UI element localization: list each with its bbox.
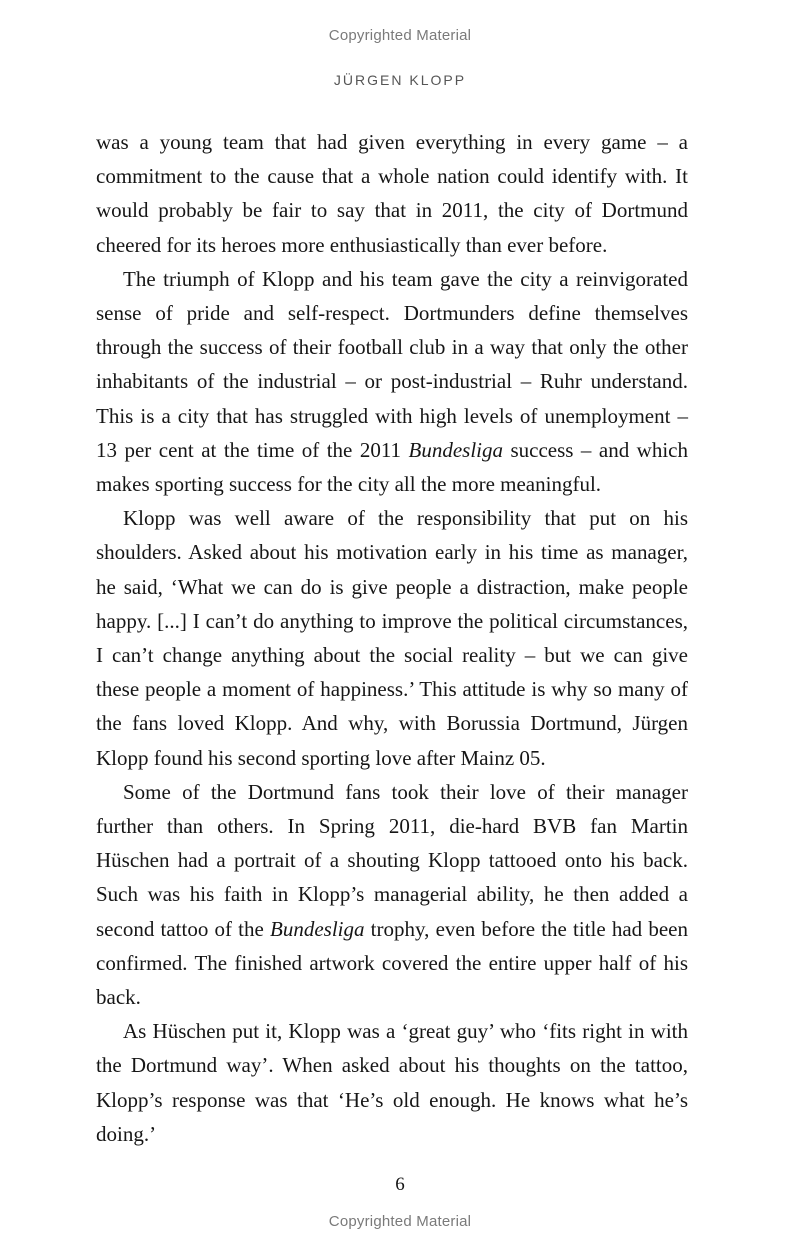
italic-term: Bundesliga [270, 916, 365, 941]
page-number: 6 [395, 1174, 405, 1195]
running-head: JÜRGEN KLOPP [333, 72, 467, 88]
watermark-bottom: Copyrighted Material [328, 1213, 472, 1230]
paragraph [96, 262, 688, 501]
paragraph [96, 1014, 688, 1151]
paragraph-text: Some of the Dortmund fans took their love of their manager further than others. In Spring 2011, die-hard BVB fan Martin Hüschen had a portrait of a shouting Klopp tattooed onto his back. Such was his faith in Klopp’s managerial ability, he then added a second tattoo of the [96, 779, 688, 941]
paragraph [96, 125, 688, 262]
italic-term: Bundesliga [408, 437, 504, 462]
paragraph-text: As Hüschen put it, Klopp was a ‘great guy’ who ‘fits right in with the Dortmund way’. When asked about his thoughts on the tattoo, Klopp’s response was that ‘He’s old enough. He knows what he’s doing.’ [96, 1019, 688, 1146]
paragraph-text: was a young team that had given everything in every game – a commitment to the cause that a whole nation could identify with. It would probably be fair to say that in 2011, the city of Dortmund cheered for its heroes more enthusiastically than ever before. [96, 130, 688, 257]
watermark-top: Copyrighted Material [328, 27, 472, 44]
paragraph-text: Klopp was well aware of the responsibility that put on his shoulders. Asked about his motivation early in his time as manager, he said, ‘What we can do is give people a distraction, make people happy. [...] I can’t do anything to improve the political circumstances, I can’t change anything about the social reality – but we can give these people a moment of happiness.’ This attitude is why so many of the fans loved Klopp. And why, with Borussia Dortmund, Jürgen Klopp found his second sporting love after Mainz 05. [96, 506, 688, 770]
paragraph [96, 775, 688, 1014]
paragraph-text: trophy, even before the title had been confirmed. The finished artwork covered the entire upper half of his back. [96, 916, 688, 1010]
paragraph-text: success – and which makes sporting success for the city all the more meaningful. [96, 437, 689, 497]
body-text [96, 125, 688, 1151]
paragraph-text: The triumph of Klopp and his team gave the city a reinvigorated sense of pride and self-respect. Dortmunders define themselves through the success of their football club in a way that only the other inhabitants of the industrial – or post-industrial – Ruhr understand. This is a city that has struggled with high levels of unemployment – 13 per cent at the time of the 2011 [96, 266, 688, 462]
paragraph [96, 501, 688, 775]
